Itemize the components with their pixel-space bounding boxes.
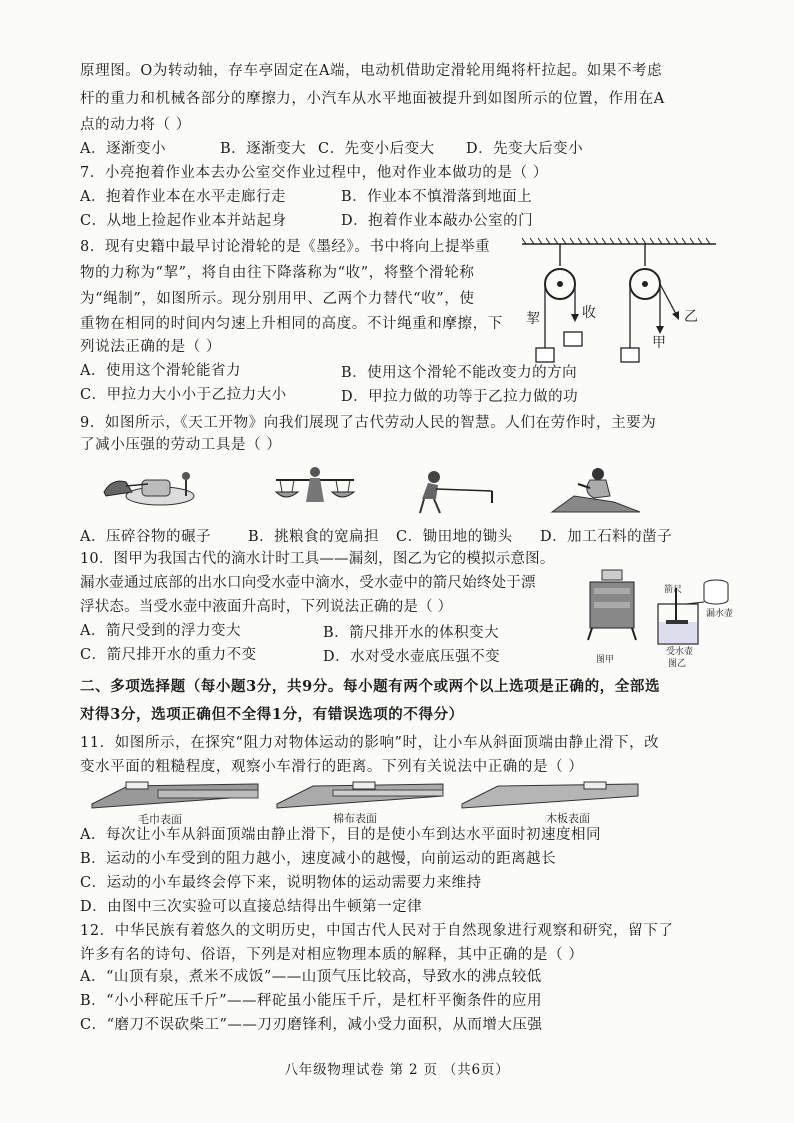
q6-option-b: B．逐渐变大 bbox=[220, 141, 307, 157]
q12-line-1: 12．中华民族有着悠久的文明历史，中国古代人民对于自然现象进行观察和研究，留下了 bbox=[80, 923, 674, 939]
pulley-label-jia: 甲 bbox=[652, 335, 666, 351]
q7-option-a: A．抱着作业本在水平走廊行走 bbox=[80, 189, 286, 205]
q6-line-3: 点的动力将（ ） bbox=[80, 117, 191, 133]
q10-line-2: 漏水壶通过底部的出水口向受水壶中滴水，受水壶中的箭尺始终处于漂 bbox=[80, 575, 536, 591]
section2-heading-line-1: 二、多项选择题（每小题3分，共9分。每小题有两个或两个以上选项是正确的，全部选 bbox=[80, 678, 661, 695]
q7-option-c: C．从地上捡起作业本并站起身 bbox=[80, 213, 287, 229]
surface-label-towel: 毛巾表面 bbox=[138, 813, 182, 826]
q6-option-d: D．先变大后变小 bbox=[466, 141, 584, 157]
surface-label-cotton: 棉布表面 bbox=[333, 812, 377, 825]
q9-line-2: 了减小压强的劳动工具是（ ） bbox=[80, 437, 282, 453]
q8-line-3: 为“绳制”，如图所示。现分别用甲、乙两个力替代“收”，使 bbox=[80, 291, 475, 307]
page-footer: 八年级物理试卷 第 2 页 （共6页） bbox=[284, 1062, 510, 1078]
q9-option-b: B．挑粮食的宽扁担 bbox=[248, 529, 380, 545]
q9-option-a: A．压碎谷物的碾子 bbox=[80, 529, 211, 545]
leak-pot-label: 漏水壶 bbox=[706, 609, 734, 619]
q10-option-b: B．箭尺排开水的体积变大 bbox=[323, 625, 500, 641]
q10-option-c: C．箭尺排开水的重力不变 bbox=[80, 647, 257, 663]
figure-b-caption: 图乙 bbox=[668, 659, 687, 669]
q10-option-a: A．箭尺受到的浮力变大 bbox=[80, 623, 241, 639]
q12-option-b: B．“小小秤砣压千斤”——秤砣虽小能压千斤，是杠杆平衡条件的应用 bbox=[80, 993, 542, 1009]
pulley-label-yi: 乙 bbox=[684, 309, 698, 325]
pulley-label-qie: 挈 bbox=[526, 311, 540, 327]
section2-heading-line-2: 对得3分，选项正确但不全得1分，有错误选项的不得分） bbox=[80, 706, 464, 723]
q10-line-3: 浮状态。当受水壶中液面升高时，下列说法正确的是（ ） bbox=[80, 599, 453, 615]
pulley-label-shou: 收 bbox=[582, 305, 596, 321]
q11-option-d: D．由图中三次实验可以直接总结得出牛顿第一定律 bbox=[80, 899, 423, 915]
carrying-pole-illustration bbox=[270, 462, 360, 514]
figure-a-caption: 图甲 bbox=[596, 655, 615, 665]
q12-option-a: A．“山顶有泉，煮米不成饭”——山顶气压比较高，导致水的沸点较低 bbox=[80, 969, 542, 985]
q8-option-c: C．甲拉力大小小于乙拉力大小 bbox=[80, 387, 287, 403]
q6-line-1: 原理图。O为转动轴，存车亭固定在A端，电动机借助定滑轮用绳将杆拉起。如果不考虑 bbox=[80, 63, 663, 79]
q11-line-1: 11．如图所示，在探究“阻力对物体运动的影响”时，让小车从斜面顶端由静止滑下，改 bbox=[80, 735, 660, 751]
q8-option-b: B．使用这个滑轮不能改变力的方向 bbox=[341, 365, 578, 381]
q8-line-2: 物的力称为“挈”，将自由往下降落称为“收”，将整个滑轮称 bbox=[80, 265, 475, 281]
q6-line-2: 杆的重力和机械各部分的摩擦力，小汽车从水平地面被提升到如图所示的位置，作用在A bbox=[80, 91, 665, 107]
q12-line-2: 许多有名的诗句、俗语，下列是对相应物理本质的解释，其中正确的是（ ） bbox=[80, 947, 584, 963]
q8-line-1: 8．现有史籍中最早讨论滑轮的是《墨经》。书中将向上提举重 bbox=[80, 239, 491, 255]
q11-option-c: C．运动的小车最终会停下来，说明物体的运动需要力来维持 bbox=[80, 875, 482, 891]
arrow-ruler-label: 箭尺 bbox=[664, 585, 683, 595]
q6-option-a: A．逐渐变小 bbox=[80, 141, 166, 157]
q10-option-d: D．水对受水壶底压强不变 bbox=[323, 649, 501, 665]
q6-option-c: C．先变小后变大 bbox=[318, 141, 435, 157]
q8-line-5: 列说法正确的是（ ） bbox=[80, 339, 222, 355]
pulley-figure bbox=[520, 236, 720, 366]
q8-line-4: 重物在相同的时间内匀速上升相同的高度。不计绳重和摩擦，下 bbox=[80, 316, 503, 332]
q11-option-b: B．运动的小车受到的阻力越小，速度减小的越慢，向前运动的距离越长 bbox=[80, 851, 557, 867]
q9-line-1: 9．如图所示，《天工开物》向我们展现了古代劳动人民的智慧。人们在劳作时，主要为 bbox=[80, 415, 657, 431]
q12-option-c: C．“磨刀不误砍柴工”——刀刃磨锋利，减小受力面积，从而增大压强 bbox=[80, 1017, 543, 1033]
q11-option-a: A．每次让小车从斜面顶端由静止滑下，目的是使小车到达水平面时初速度相同 bbox=[80, 827, 601, 843]
surface-label-wood: 木板表面 bbox=[546, 812, 590, 825]
q9-option-c: C．锄田地的锄头 bbox=[396, 529, 513, 545]
q10-line-1: 10．图甲为我国古代的滴水计时工具——漏刻，图乙为它的模拟示意图。 bbox=[80, 551, 555, 567]
q8-option-d: D．甲拉力做的功等于乙拉力做的功 bbox=[341, 389, 579, 405]
chisel-illustration bbox=[548, 462, 643, 516]
q7-option-b: B．作业本不慎滑落到地面上 bbox=[341, 189, 533, 205]
hoe-illustration bbox=[412, 465, 502, 515]
q7-stem: 7．小亮抱着作业本去办公室交作业过程中，他对作业本做功的是（ ） bbox=[80, 165, 549, 181]
q7-option-d: D．抱着作业本敲办公室的门 bbox=[341, 213, 534, 229]
recv-pot-label: 受水壶 bbox=[666, 647, 694, 657]
q8-option-a: A．使用这个滑轮能省力 bbox=[80, 363, 241, 379]
q11-line-2: 变水平面的粗糙程度，观察小车滑行的距离。下列有关说法中正确的是（ ） bbox=[80, 759, 584, 775]
stone-roller-illustration bbox=[98, 462, 208, 514]
q9-option-d: D．加工石料的凿子 bbox=[540, 529, 673, 545]
water-clock-photo bbox=[584, 568, 644, 650]
